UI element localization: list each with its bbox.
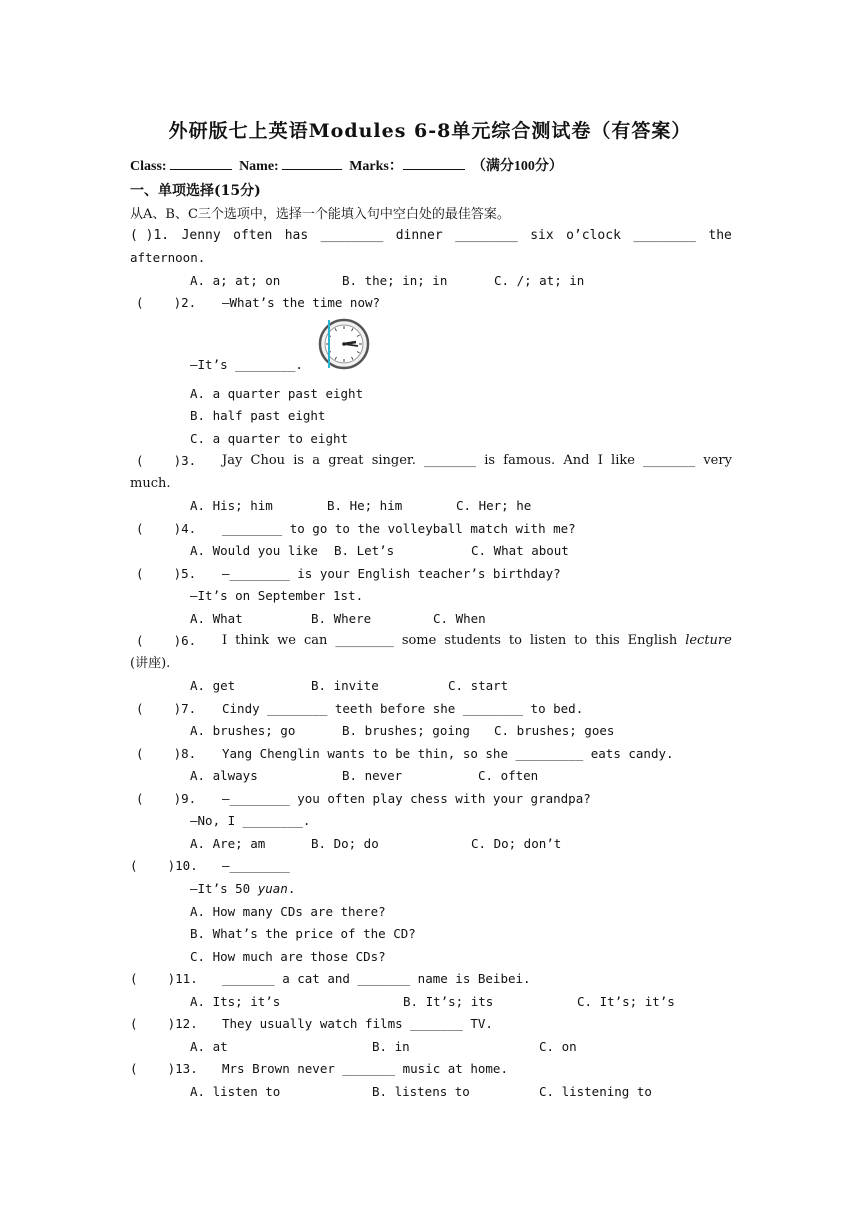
question-5-number: ( )5. xyxy=(136,566,197,581)
question-6-number: ( )6. xyxy=(136,633,197,648)
question-13-option-c[interactable]: C. listening to xyxy=(539,1084,652,1099)
question-11-number: ( )11. xyxy=(130,971,198,986)
question-3-number: ( )3. xyxy=(136,453,197,468)
question-2-answer-line: —It’s ________. xyxy=(190,357,303,372)
question-9-option-a[interactable]: A. Are; am xyxy=(190,836,266,851)
question-4-option-b[interactable]: B. Let’s xyxy=(334,543,395,558)
clock-icon xyxy=(318,318,370,370)
question-10-option-a[interactable]: A. How many CDs are there? xyxy=(190,904,386,919)
question-6-option-b[interactable]: B. invite xyxy=(311,678,379,693)
question-1-option-b[interactable]: B. the; in; in xyxy=(342,273,448,288)
question-7-option-c[interactable]: C. brushes; goes xyxy=(494,723,615,738)
question-7-option-a[interactable]: A. brushes; go xyxy=(190,723,296,738)
full-marks-note: （满分100分） xyxy=(471,159,563,174)
question-12-number: ( )12. xyxy=(130,1016,198,1031)
question-10-stem: —________ xyxy=(222,858,290,873)
question-9-number: ( )9. xyxy=(136,791,197,806)
question-2-option-a[interactable]: A. a quarter past eight xyxy=(190,386,364,401)
question-9-stem: —________ you often play chess with your grandpa? xyxy=(222,791,591,806)
question-7-option-b[interactable]: B. brushes; going xyxy=(342,723,470,738)
question-4-number: ( )4. xyxy=(136,521,197,536)
question-8-option-a[interactable]: A. always xyxy=(190,768,258,783)
class-blank[interactable] xyxy=(170,157,232,170)
student-info-header xyxy=(130,155,563,175)
question-11-option-a[interactable]: A. Its; it’s xyxy=(190,994,281,1009)
question-9-answer-line: —No, I ________. xyxy=(190,813,311,828)
question-12-stem: They usually watch films _______ TV. xyxy=(222,1016,493,1031)
question-10-option-c[interactable]: C. How much are those CDs? xyxy=(190,949,386,964)
question-1-stem: ( )1. Jenny often has ________ dinner ________ six o’clock ________ the xyxy=(130,228,732,243)
question-2-number: ( )2. xyxy=(136,295,197,310)
question-2-option-c[interactable]: C. a quarter to eight xyxy=(190,431,349,446)
question-9-option-c[interactable]: C. Do; don’t xyxy=(471,836,562,851)
question-12-option-a[interactable]: A. at xyxy=(190,1039,228,1054)
question-10-option-b[interactable]: B. What’s the price of the CD? xyxy=(190,926,416,941)
section-heading: 一、单项选择(15分) xyxy=(130,183,261,199)
question-11-option-c[interactable]: C. It’s; it’s xyxy=(577,994,675,1009)
question-13-option-b[interactable]: B. listens to xyxy=(372,1084,470,1099)
question-11-option-b[interactable]: B. It’s; its xyxy=(403,994,494,1009)
question-5-option-a[interactable]: A. What xyxy=(190,611,243,626)
question-3-option-a[interactable]: A. His; him xyxy=(190,498,273,513)
question-4-option-c[interactable]: C. What about xyxy=(471,543,569,558)
question-3-continued: much. xyxy=(130,476,171,491)
question-3-option-c[interactable]: C. Her; he xyxy=(456,498,532,513)
marks-label: Marks： xyxy=(349,159,403,174)
question-10-answer-line: —It’s 50 yuan. xyxy=(190,881,296,896)
question-2-stem: —What’s the time now? xyxy=(222,295,381,310)
question-6-option-a[interactable]: A. get xyxy=(190,678,236,693)
question-11-stem: _______ a cat and _______ name is Beibei. xyxy=(222,971,531,986)
question-5-option-c[interactable]: C. When xyxy=(433,611,486,626)
name-blank[interactable] xyxy=(282,157,342,170)
class-label: Class: xyxy=(130,159,167,174)
question-8-option-c[interactable]: C. often xyxy=(478,768,539,783)
question-8-stem: Yang Chenglin wants to be thin, so she _________ eats candy. xyxy=(222,746,674,761)
document-title: 外研版七上英语Modules 6-8单元综合测试卷（有答案） xyxy=(168,120,692,142)
question-5-answer-line: —It’s on September 1st. xyxy=(190,588,364,603)
question-3-stem: Jay Chou is a great singer. ________ is famous. And I like ________ very xyxy=(222,453,732,468)
section-instruction: 从A、B、C三个选项中，选择一个能填入句中空白处的最佳答案。 xyxy=(130,207,510,222)
question-8-option-b[interactable]: B. never xyxy=(342,768,403,783)
question-4-option-a[interactable]: A. Would you like xyxy=(190,543,318,558)
question-3-option-b[interactable]: B. He; him xyxy=(327,498,403,513)
question-12-option-b[interactable]: B. in xyxy=(372,1039,410,1054)
question-1-continued: afternoon. xyxy=(130,250,206,265)
question-12-option-c[interactable]: C. on xyxy=(539,1039,577,1054)
question-13-stem: Mrs Brown never _______ music at home. xyxy=(222,1061,508,1076)
question-10-number: ( )10. xyxy=(130,858,198,873)
question-7-number: ( )7. xyxy=(136,701,197,716)
question-8-number: ( )8. xyxy=(136,746,197,761)
question-13-number: ( )13. xyxy=(130,1061,198,1076)
question-6-option-c[interactable]: C. start xyxy=(448,678,509,693)
question-1-option-c[interactable]: C. /; at; in xyxy=(494,273,585,288)
question-2-option-b[interactable]: B. half past eight xyxy=(190,408,326,423)
question-5-option-b[interactable]: B. Where xyxy=(311,611,372,626)
question-6-stem: I think we can _________ some students to listen to this English lecture xyxy=(222,633,732,648)
question-6-continued: (讲座). xyxy=(130,656,171,671)
marks-blank[interactable] xyxy=(403,157,465,170)
question-7-stem: Cindy ________ teeth before she ________ to bed. xyxy=(222,701,584,716)
question-1-option-a[interactable]: A. a; at; on xyxy=(190,273,281,288)
name-label: Name: xyxy=(239,159,279,174)
question-5-stem: —________ is your English teacher’s birthday? xyxy=(222,566,561,581)
question-9-option-b[interactable]: B. Do; do xyxy=(311,836,379,851)
question-13-option-a[interactable]: A. listen to xyxy=(190,1084,281,1099)
question-4-stem: ________ to go to the volleyball match with me? xyxy=(222,521,576,536)
